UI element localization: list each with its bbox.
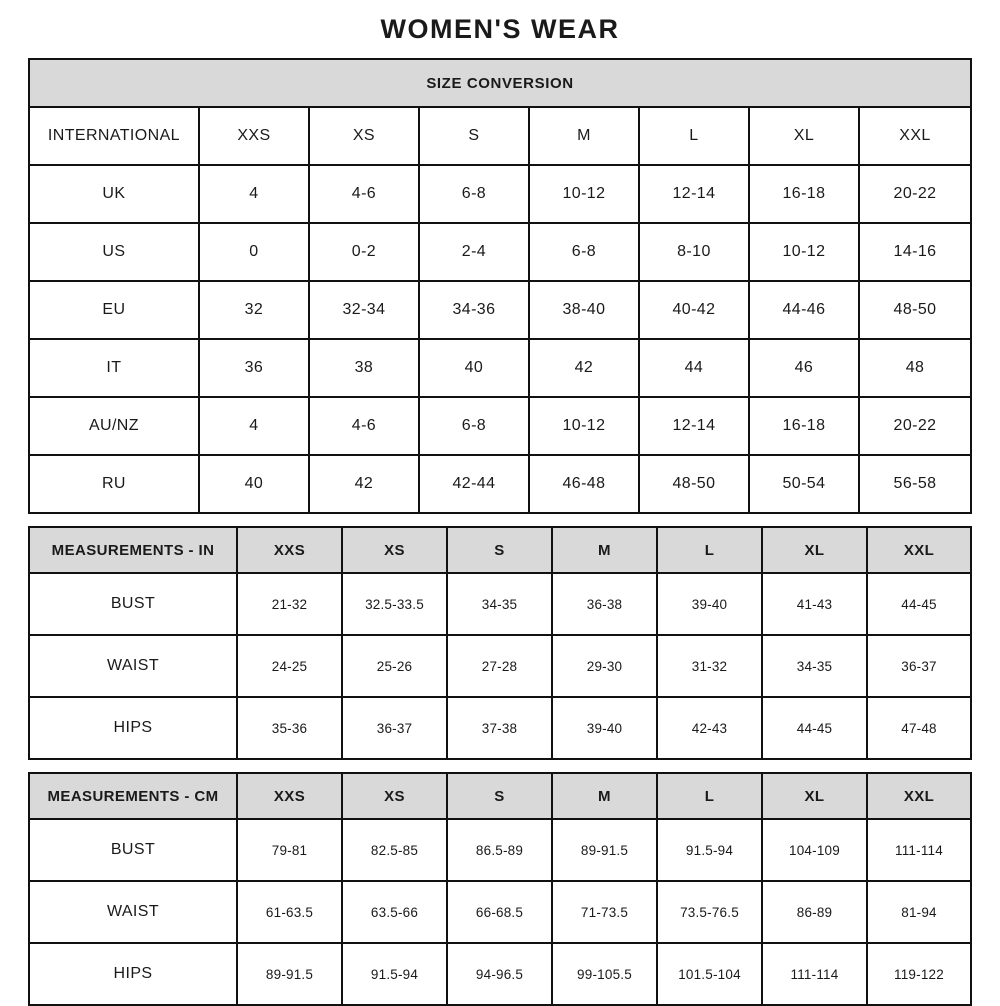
size-value-cell: 10-12	[529, 397, 639, 455]
measure-value-cell: 101.5-104	[657, 943, 762, 1005]
measure-value-cell: 24-25	[237, 635, 342, 697]
column-header: XL	[762, 527, 867, 573]
measure-value-cell: 29-30	[552, 635, 657, 697]
size-value-cell: 48-50	[639, 455, 749, 513]
measure-value-cell: 63.5-66	[342, 881, 447, 943]
measure-value-cell: 39-40	[552, 697, 657, 759]
measure-value-cell: 79-81	[237, 819, 342, 881]
table-row	[29, 339, 971, 397]
measure-value-cell: 91.5-94	[657, 819, 762, 881]
measure-value-cell: 25-26	[342, 635, 447, 697]
measure-value-cell: 34-35	[762, 635, 867, 697]
size-value-cell: 16-18	[749, 397, 859, 455]
table-row	[29, 527, 971, 573]
column-header: XXS	[237, 527, 342, 573]
size-value-cell: 32	[199, 281, 309, 339]
size-value-cell: 48	[859, 339, 971, 397]
region-label: IT	[29, 339, 199, 397]
measure-value-cell: 36-37	[342, 697, 447, 759]
size-value-cell: 42-44	[419, 455, 529, 513]
measure-value-cell: 42-43	[657, 697, 762, 759]
size-conversion-table	[28, 58, 972, 514]
column-header: XL	[749, 107, 859, 165]
size-value-cell: 46-48	[529, 455, 639, 513]
size-value-cell: 6-8	[419, 165, 529, 223]
size-value-cell: 4-6	[309, 397, 419, 455]
region-label: UK	[29, 165, 199, 223]
measure-value-cell: 86.5-89	[447, 819, 552, 881]
measure-value-cell: 27-28	[447, 635, 552, 697]
table-row	[29, 397, 971, 455]
measure-value-cell: 89-91.5	[552, 819, 657, 881]
size-value-cell: 44	[639, 339, 749, 397]
measure-value-cell: 36-37	[867, 635, 971, 697]
measure-value-cell: 89-91.5	[237, 943, 342, 1005]
measure-value-cell: 119-122	[867, 943, 971, 1005]
measure-value-cell: 39-40	[657, 573, 762, 635]
size-value-cell: 10-12	[529, 165, 639, 223]
measure-value-cell: 73.5-76.5	[657, 881, 762, 943]
column-header: XS	[342, 773, 447, 819]
measure-value-cell: 61-63.5	[237, 881, 342, 943]
column-header: XS	[309, 107, 419, 165]
size-value-cell: 0-2	[309, 223, 419, 281]
size-value-cell: 14-16	[859, 223, 971, 281]
size-value-cell: 4	[199, 165, 309, 223]
measure-label: BUST	[29, 819, 237, 881]
table-row	[29, 573, 971, 635]
measure-value-cell: 81-94	[867, 881, 971, 943]
column-header: S	[447, 773, 552, 819]
measure-value-cell: 34-35	[447, 573, 552, 635]
measurements-cm-table	[28, 772, 972, 1006]
table-row	[29, 697, 971, 759]
column-header: XS	[342, 527, 447, 573]
measure-value-cell: 32.5-33.5	[342, 573, 447, 635]
column-header: XXL	[867, 773, 971, 819]
column-header: L	[657, 527, 762, 573]
measure-value-cell: 37-38	[447, 697, 552, 759]
column-header: M	[552, 773, 657, 819]
region-label: AU/NZ	[29, 397, 199, 455]
measurements-in-title: MEASUREMENTS - IN	[29, 527, 237, 573]
size-value-cell: 34-36	[419, 281, 529, 339]
page-title: WOMEN'S WEAR	[380, 14, 620, 44]
size-value-cell: 44-46	[749, 281, 859, 339]
column-header: M	[529, 107, 639, 165]
column-header: L	[657, 773, 762, 819]
measure-value-cell: 66-68.5	[447, 881, 552, 943]
measure-label: WAIST	[29, 635, 237, 697]
column-header: S	[419, 107, 529, 165]
measure-value-cell: 91.5-94	[342, 943, 447, 1005]
measure-value-cell: 86-89	[762, 881, 867, 943]
measure-value-cell: 47-48	[867, 697, 971, 759]
measure-value-cell: 71-73.5	[552, 881, 657, 943]
size-conversion-band-title: SIZE CONVERSION	[29, 59, 971, 107]
column-header: INTERNATIONAL	[29, 107, 199, 165]
table-row	[29, 819, 971, 881]
size-value-cell: 56-58	[859, 455, 971, 513]
measurements-cm-title: MEASUREMENTS - CM	[29, 773, 237, 819]
column-header: L	[639, 107, 749, 165]
size-value-cell: 40-42	[639, 281, 749, 339]
measure-value-cell: 111-114	[867, 819, 971, 881]
size-value-cell: 46	[749, 339, 859, 397]
measure-label: HIPS	[29, 943, 237, 1005]
table-row	[29, 773, 971, 819]
size-value-cell: 40	[419, 339, 529, 397]
measure-value-cell: 21-32	[237, 573, 342, 635]
size-value-cell: 2-4	[419, 223, 529, 281]
column-header: XXS	[199, 107, 309, 165]
size-value-cell: 36	[199, 339, 309, 397]
measure-value-cell: 94-96.5	[447, 943, 552, 1005]
table-row	[29, 107, 971, 165]
size-value-cell: 16-18	[749, 165, 859, 223]
size-value-cell: 4-6	[309, 165, 419, 223]
measure-label: BUST	[29, 573, 237, 635]
table-row	[29, 281, 971, 339]
measure-value-cell: 44-45	[867, 573, 971, 635]
table-row	[29, 881, 971, 943]
column-header: M	[552, 527, 657, 573]
size-value-cell: 4	[199, 397, 309, 455]
column-header: XXL	[867, 527, 971, 573]
size-value-cell: 38-40	[529, 281, 639, 339]
column-header: XXS	[237, 773, 342, 819]
size-value-cell: 8-10	[639, 223, 749, 281]
table-row	[29, 165, 971, 223]
table-row	[29, 455, 971, 513]
column-header: XL	[762, 773, 867, 819]
measure-value-cell: 104-109	[762, 819, 867, 881]
measure-label: HIPS	[29, 697, 237, 759]
table-row	[29, 943, 971, 1005]
measure-value-cell: 111-114	[762, 943, 867, 1005]
size-value-cell: 48-50	[859, 281, 971, 339]
column-header: XXL	[859, 107, 971, 165]
size-value-cell: 32-34	[309, 281, 419, 339]
size-value-cell: 42	[309, 455, 419, 513]
table-row	[29, 635, 971, 697]
size-value-cell: 40	[199, 455, 309, 513]
region-label: EU	[29, 281, 199, 339]
size-value-cell: 6-8	[419, 397, 529, 455]
size-value-cell: 12-14	[639, 165, 749, 223]
size-value-cell: 0	[199, 223, 309, 281]
table-row	[29, 223, 971, 281]
size-value-cell: 42	[529, 339, 639, 397]
measurements-in-table	[28, 526, 972, 760]
size-value-cell: 38	[309, 339, 419, 397]
region-label: US	[29, 223, 199, 281]
column-header: S	[447, 527, 552, 573]
table-row	[29, 59, 971, 107]
measure-value-cell: 99-105.5	[552, 943, 657, 1005]
region-label: RU	[29, 455, 199, 513]
size-value-cell: 10-12	[749, 223, 859, 281]
measure-value-cell: 44-45	[762, 697, 867, 759]
size-value-cell: 12-14	[639, 397, 749, 455]
measure-value-cell: 41-43	[762, 573, 867, 635]
size-value-cell: 20-22	[859, 165, 971, 223]
measure-label: WAIST	[29, 881, 237, 943]
size-value-cell: 6-8	[529, 223, 639, 281]
measure-value-cell: 31-32	[657, 635, 762, 697]
measure-value-cell: 82.5-85	[342, 819, 447, 881]
measure-value-cell: 36-38	[552, 573, 657, 635]
size-value-cell: 50-54	[749, 455, 859, 513]
size-value-cell: 20-22	[859, 397, 971, 455]
measure-value-cell: 35-36	[237, 697, 342, 759]
